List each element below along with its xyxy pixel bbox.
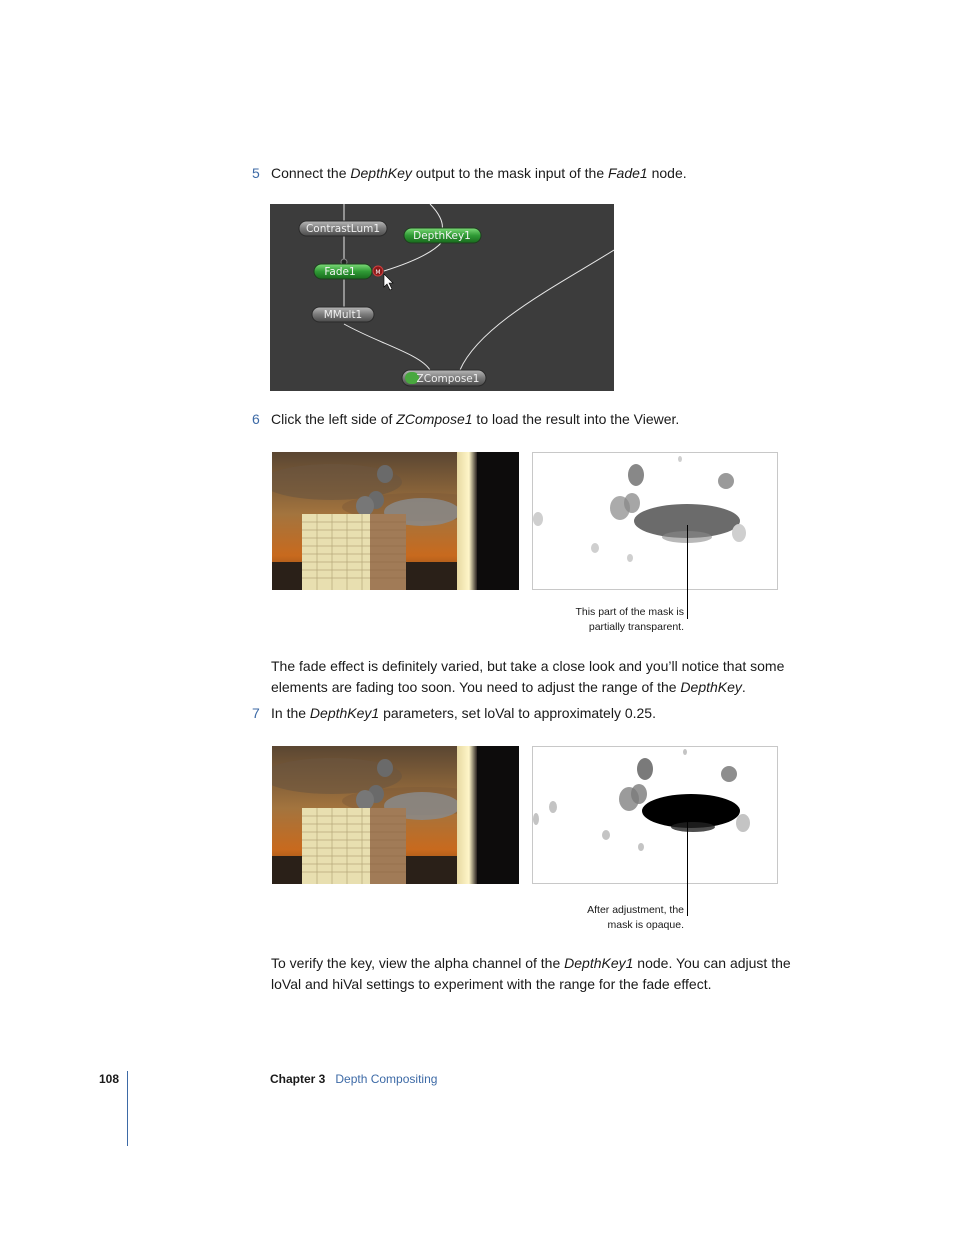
callout-1 <box>540 605 684 635</box>
node-graph-figure <box>270 204 614 391</box>
city-scene-image <box>272 746 519 884</box>
node-zcompose1[interactable] <box>402 370 486 386</box>
chapter-label: Chapter 3 <box>270 1072 326 1086</box>
chapter-title: Depth Compositing <box>335 1072 438 1086</box>
mask-alpha-image-2 <box>532 746 778 884</box>
page-number: 108 <box>99 1072 120 1086</box>
step-number: 6 <box>252 411 260 427</box>
body-paragraph-1: The fade effect is definitely varied, but take a close look and you’ll notice that some elements are fading too soon. You need to adjust the range of the DepthKey. <box>271 658 785 695</box>
step-text: In the DepthKey1 parameters, set loVal to approximately 0.25. <box>271 705 656 721</box>
node-mmult1[interactable] <box>312 307 374 322</box>
mask-silhouettes <box>533 747 777 883</box>
node-depthkey1[interactable] <box>404 228 481 243</box>
callout-2 <box>540 903 684 933</box>
chapter-footer <box>270 1072 437 1086</box>
svg-text:ZCompose1: ZCompose1 <box>416 373 480 385</box>
step-text: Click the left side of ZCompose1 to load the result into the Viewer. <box>271 411 680 427</box>
callout-leader-line <box>687 820 688 916</box>
footer-divider <box>127 1071 128 1146</box>
mouse-cursor-icon <box>384 274 393 290</box>
node-contrastlum1[interactable] <box>299 221 387 236</box>
node-fade1[interactable] <box>314 259 383 279</box>
svg-text:MMult1: MMult1 <box>323 309 363 321</box>
callout-leader-line <box>687 525 688 619</box>
svg-text:DepthKey1: DepthKey1 <box>413 230 471 242</box>
svg-text:Fade1: Fade1 <box>324 266 356 278</box>
step-number: 5 <box>252 165 260 181</box>
viewer-result-image-2 <box>272 746 519 884</box>
viewer-result-image-1 <box>272 452 519 590</box>
callout-line-2: mask is opaque. <box>607 919 684 931</box>
svg-text:M: M <box>375 269 381 276</box>
city-scene-image <box>272 452 519 590</box>
callout-line-1: This part of the mask is <box>575 606 684 618</box>
callout-line-1: After adjustment, the <box>587 904 684 916</box>
callout-line-2: partially transparent. <box>588 621 684 633</box>
mask-silhouettes <box>533 453 777 589</box>
svg-text:ContrastLum1: ContrastLum1 <box>305 223 381 235</box>
mask-alpha-image-1 <box>532 452 778 590</box>
step-number: 7 <box>252 705 260 721</box>
body-paragraph-2: To verify the key, view the alpha channel of the DepthKey1 node. You can adjust the loVal and hiVal settings to experiment with the range for the fade effect. <box>271 955 791 992</box>
node-graph-canvas <box>270 204 614 391</box>
step-text: Connect the DepthKey output to the mask input of the Fade1 node. <box>271 165 687 181</box>
